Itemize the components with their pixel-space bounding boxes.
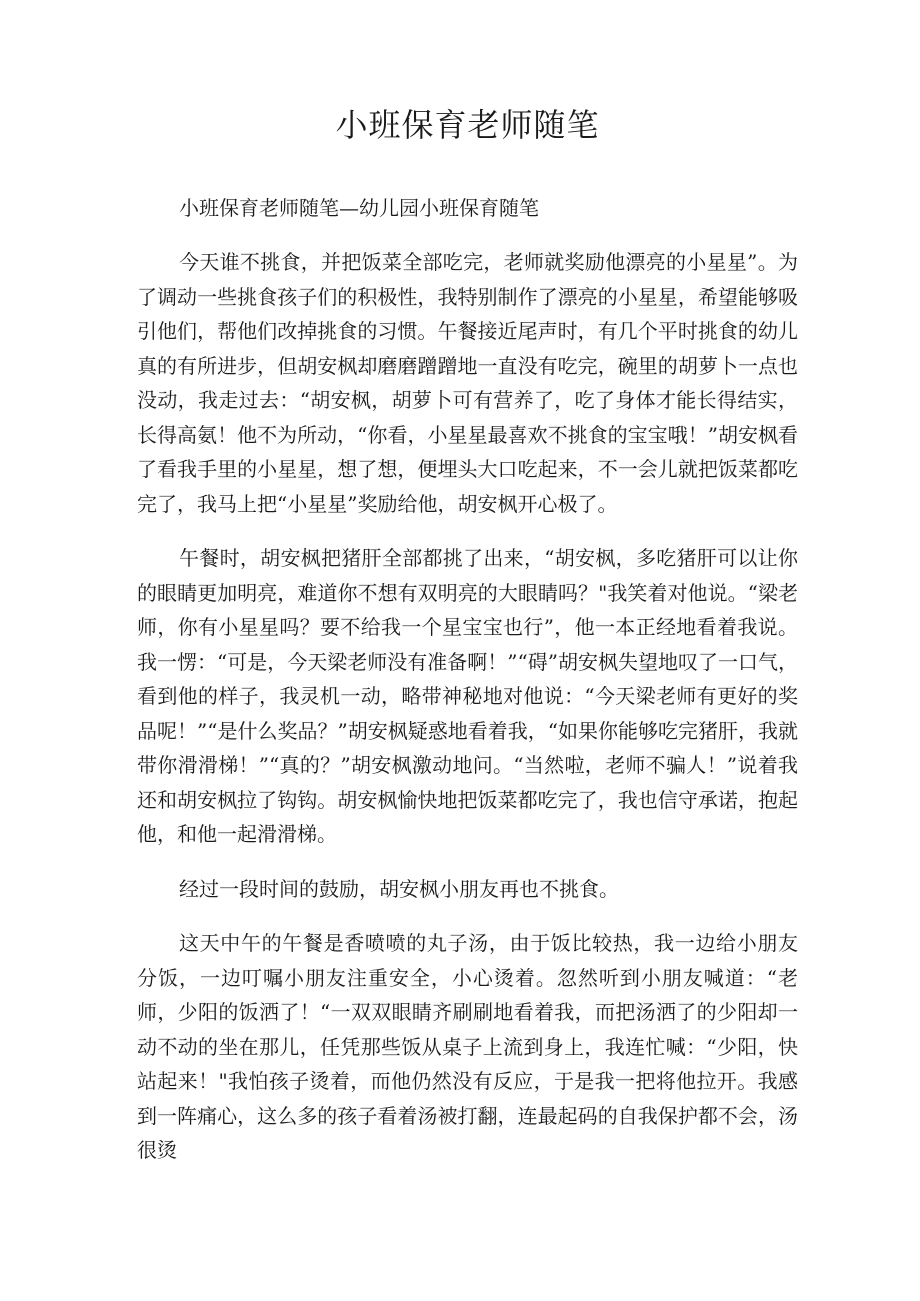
paragraph-2: 午餐时，胡安枫把猪肝全部都挑了出来，“胡安枫，多吃猪肝可以让你的眼睛更加明亮，难道你不想有双明亮的大眼睛吗？"我笑着对他说。“梁老师，你有小星星吗？要不给我一个星宝宝也行”，他一本正经地看着我说。我一愣：“可是，今天梁老师没有准备啊！”“碍”胡安枫失望地叹了一口气，看到他的样子，我灵机一动，略带神秘地对他说：“今天梁老师有更好的奖品呢！”“是什么奖品？”胡安枫疑惑地看着我，“如果你能够吃完猪肝，我就带你滑滑梯！”“真的？”胡安枫激动地问。“当然啦，老师不骗人！”说着我还和胡安枫拉了钩钩。胡安枫愉快地把饭菜都吃完了，我也信守承诺，抱起他，和他一起滑滑梯。 [137,546,798,846]
paragraph-4: 这天中午的午餐是香喷喷的丸子汤，由于饭比较热，我一边给小朋友分饭，一边叮嘱小朋友注重安全，小心烫着。忽然听到小朋友喊道：“老师，少阳的饭洒了！“一双双眼睛齐刷刷地看着我，而把汤洒了的少阳却一动不动的坐在那儿，任凭那些饭从桌子上流到身上，我连忙喊：“少阳，快站起来！"我怕孩子烫着，而他仍然没有反应，于是我一把将他拉开。我感到一阵痛心，这么多的孩子看着汤被打翻，连最起码的自我保护都不会，汤很烫 [137,931,798,1162]
subtitle: 小班保育老师随笔—幼儿园小班保育随笔 [179,196,539,220]
paragraph-1: 今天谁不挑食，并把饭菜全部吃完，老师就奖励他漂亮的小星星”。为了调动一些挑食孩子们的积极性，我特别制作了漂亮的小星星，希望能够吸引他们，帮他们改掉挑食的习惯。午餐接近尾声时，有几个平时挑食的幼儿真的有所进步，但胡安枫却磨磨蹭蹭地一直没有吃完，碗里的胡萝卜一点也没动，我走过去：“胡安枫，胡萝卜可有营养了，吃了身体才能长得结实，长得高氨！他不为所动，“你看，小星星最喜欢不挑食的宝宝哦！”胡安枫看了看我手里的小星星，想了想，便埋头大口吃起来，不一会儿就把饭菜都吃完了，我马上把“小星星”奖励给他，胡安枫开心极了。 [137,250,798,516]
paragraph-3: 经过一段时间的鼓励，胡安枫小朋友再也不挑食。 [179,876,619,901]
page-title: 小班保育老师随笔 [335,106,600,144]
